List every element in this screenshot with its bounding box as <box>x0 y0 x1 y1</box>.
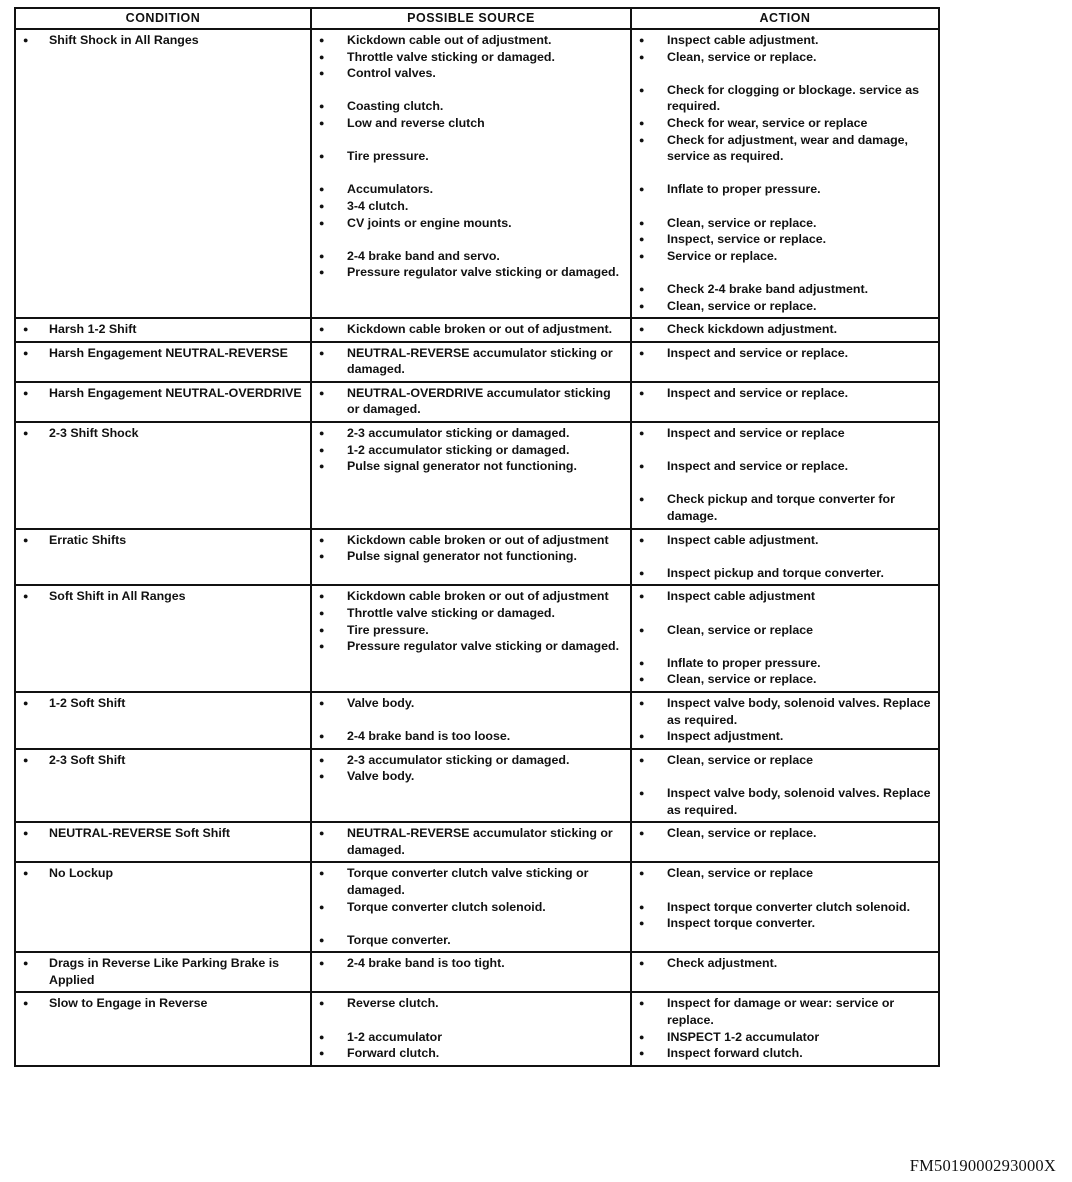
condition-cell <box>15 318 311 342</box>
action-cell-entry: ● INSPECT 1-2 accumulator <box>638 1029 932 1046</box>
header-row <box>15 8 939 29</box>
action-cell-entry: ● Inspect valve body, solenoid valves. Replace as required. <box>638 695 932 728</box>
possible-source-cell-entry: ● 3-4 clutch. <box>318 198 624 215</box>
condition-cell-entry: ● Shift Shock in All Ranges <box>22 32 304 49</box>
table-row <box>15 952 939 992</box>
action-cell-entry: ● Inflate to proper pressure. <box>638 181 932 198</box>
condition-cell-entry: ● Drags in Reverse Like Parking Brake is Applied <box>22 955 304 988</box>
action-cell-entry: ● Clean, service or replace. <box>638 49 932 66</box>
condition-cell-entry: ● Erratic Shifts <box>22 532 304 549</box>
condition-cell <box>15 422 311 529</box>
action-cell-entry: ● Clean, service or replace <box>638 622 932 639</box>
possible-source-cell <box>311 585 631 692</box>
action-cell-entry: ● Inspect and service or replace. <box>638 385 932 402</box>
condition-cell-entry: ● 2-3 Soft Shift <box>22 752 304 769</box>
condition-cell <box>15 992 311 1065</box>
action-cell-entry: ● Inspect cable adjustment. <box>638 532 932 549</box>
condition-cell-entry: ● Harsh Engagement NEUTRAL-REVERSE <box>22 345 304 362</box>
action-cell-entry: ● Inspect and service or replace <box>638 425 932 442</box>
action-cell <box>631 29 939 318</box>
action-cell <box>631 749 939 822</box>
action-cell-entry: ● Inspect valve body, solenoid valves. Replace as required. <box>638 785 932 818</box>
action-cell-entry: ● Clean, service or replace. <box>638 671 932 688</box>
action-cell <box>631 529 939 586</box>
action-cell-entry: ● Clean, service or replace <box>638 865 932 882</box>
action-cell-entry: ● Inspect cable adjustment <box>638 588 932 605</box>
possible-source-cell-entry: ● Torque converter clutch valve sticking or damaged. <box>318 865 624 898</box>
possible-source-cell <box>311 318 631 342</box>
possible-source-cell <box>311 29 631 318</box>
condition-cell-entry: ● Slow to Engage in Reverse <box>22 995 304 1012</box>
possible-source-cell-entry: ● Torque converter. <box>318 932 624 949</box>
possible-source-cell-entry: ● Pulse signal generator not functioning. <box>318 548 624 565</box>
possible-source-cell <box>311 529 631 586</box>
action-cell-entry: ● Inspect cable adjustment. <box>638 32 932 49</box>
possible-source-cell-entry: ● Valve body. <box>318 768 624 785</box>
possible-source-cell-entry: ● Throttle valve sticking or damaged. <box>318 49 624 66</box>
possible-source-cell <box>311 862 631 952</box>
action-cell-entry: ● Inspect and service or replace. <box>638 345 932 362</box>
possible-source-cell <box>311 822 631 862</box>
action-cell-entry: ● Check pickup and torque converter for damage. <box>638 491 932 524</box>
action-cell <box>631 342 939 382</box>
possible-source-cell-entry: ● Throttle valve sticking or damaged. <box>318 605 624 622</box>
possible-source-cell <box>311 692 631 749</box>
possible-source-cell-entry: ● NEUTRAL-REVERSE accumulator sticking or damaged. <box>318 345 624 378</box>
action-cell-entry: ● Clean, service or replace. <box>638 825 932 842</box>
table-row <box>15 992 939 1065</box>
table-row <box>15 529 939 586</box>
condition-cell <box>15 692 311 749</box>
header-condition: CONDITION <box>15 8 311 29</box>
condition-cell-entry: ● NEUTRAL-REVERSE Soft Shift <box>22 825 304 842</box>
condition-cell <box>15 29 311 318</box>
condition-cell-entry: ● 2-3 Shift Shock <box>22 425 304 442</box>
table-row <box>15 822 939 862</box>
action-cell-entry: ● Check kickdown adjustment. <box>638 321 932 338</box>
action-cell <box>631 952 939 992</box>
possible-source-cell-entry: ● Pressure regulator valve sticking or damaged. <box>318 264 624 281</box>
condition-cell <box>15 529 311 586</box>
possible-source-cell-entry: ● 2-4 brake band is too tight. <box>318 955 624 972</box>
possible-source-cell-entry: ● Kickdown cable broken or out of adjustment <box>318 532 624 549</box>
possible-source-cell-entry: ● Low and reverse clutch <box>318 115 624 132</box>
action-cell-entry: ● Service or replace. <box>638 248 932 265</box>
table-row <box>15 862 939 952</box>
action-cell-entry: ● Check 2-4 brake band adjustment. <box>638 281 932 298</box>
table-body <box>15 29 939 1066</box>
possible-source-cell-entry: ● NEUTRAL-REVERSE accumulator sticking or damaged. <box>318 825 624 858</box>
possible-source-cell-entry: ● 2-3 accumulator sticking or damaged. <box>318 425 624 442</box>
action-cell-entry: ● Inspect torque converter. <box>638 915 932 932</box>
figure-id: FM5019000293000X <box>909 1156 1056 1175</box>
possible-source-cell-entry: ● Pressure regulator valve sticking or damaged. <box>318 638 624 655</box>
possible-source-cell-entry: ● Kickdown cable broken or out of adjustment. <box>318 321 624 338</box>
action-cell <box>631 382 939 422</box>
condition-cell-entry: ● No Lockup <box>22 865 304 882</box>
action-cell-entry: ● Inspect and service or replace. <box>638 458 932 475</box>
possible-source-cell-entry: ● Valve body. <box>318 695 624 712</box>
troubleshooting-table <box>14 7 940 1067</box>
action-cell <box>631 692 939 749</box>
action-cell-entry: ● Check adjustment. <box>638 955 932 972</box>
table-row <box>15 749 939 822</box>
condition-cell <box>15 749 311 822</box>
condition-cell-entry: ● Harsh Engagement NEUTRAL-OVERDRIVE <box>22 385 304 402</box>
action-cell-entry: ● Check for wear, service or replace <box>638 115 932 132</box>
condition-cell <box>15 822 311 862</box>
action-cell-entry: ● Clean, service or replace. <box>638 298 932 315</box>
condition-cell-entry: ● Harsh 1-2 Shift <box>22 321 304 338</box>
possible-source-cell-entry: ● Tire pressure. <box>318 622 624 639</box>
possible-source-cell-entry: ● Forward clutch. <box>318 1045 624 1062</box>
condition-cell-entry: ● 1-2 Soft Shift <box>22 695 304 712</box>
condition-cell <box>15 952 311 992</box>
possible-source-cell-entry: ● 1-2 accumulator <box>318 1029 624 1046</box>
action-cell-entry: ● Inspect pickup and torque converter. <box>638 565 932 582</box>
table-row <box>15 585 939 692</box>
condition-cell <box>15 382 311 422</box>
action-cell <box>631 422 939 529</box>
possible-source-cell-entry: ● Tire pressure. <box>318 148 624 165</box>
possible-source-cell <box>311 992 631 1065</box>
possible-source-cell-entry: ● Kickdown cable broken or out of adjustment <box>318 588 624 605</box>
possible-source-cell-entry: ● NEUTRAL-OVERDRIVE accumulator sticking or damaged. <box>318 385 624 418</box>
possible-source-cell-entry: ● Torque converter clutch solenoid. <box>318 899 624 916</box>
action-cell <box>631 862 939 952</box>
possible-source-cell-entry: ● Accumulators. <box>318 181 624 198</box>
table-row <box>15 422 939 529</box>
table-row <box>15 318 939 342</box>
possible-source-cell <box>311 382 631 422</box>
action-cell-entry: ● Check for adjustment, wear and damage, service as required. <box>638 132 932 165</box>
table-row <box>15 382 939 422</box>
action-cell-entry: ● Check for clogging or blockage. service as required. <box>638 82 932 115</box>
action-cell-entry: ● Inspect for damage or wear: service or replace. <box>638 995 932 1028</box>
possible-source-cell-entry: ● 2-4 brake band and servo. <box>318 248 624 265</box>
action-cell-entry: ● Inspect adjustment. <box>638 728 932 745</box>
action-cell <box>631 992 939 1065</box>
action-cell-entry: ● Inspect forward clutch. <box>638 1045 932 1062</box>
table-row <box>15 692 939 749</box>
possible-source-cell-entry: ● Reverse clutch. <box>318 995 624 1012</box>
action-cell-entry: ● Inspect, service or replace. <box>638 231 932 248</box>
possible-source-cell <box>311 952 631 992</box>
action-cell <box>631 822 939 862</box>
possible-source-cell-entry: ● Control valves. <box>318 65 624 82</box>
action-cell-entry: ● Clean, service or replace. <box>638 215 932 232</box>
condition-cell-entry: ● Soft Shift in All Ranges <box>22 588 304 605</box>
possible-source-cell-entry: ● Coasting clutch. <box>318 98 624 115</box>
action-cell <box>631 318 939 342</box>
action-cell-entry: ● Inflate to proper pressure. <box>638 655 932 672</box>
condition-cell <box>15 585 311 692</box>
possible-source-cell <box>311 342 631 382</box>
possible-source-cell-entry: ● Kickdown cable out of adjustment. <box>318 32 624 49</box>
possible-source-cell-entry: ● CV joints or engine mounts. <box>318 215 624 232</box>
action-cell <box>631 585 939 692</box>
possible-source-cell-entry: ● 2-4 brake band is too loose. <box>318 728 624 745</box>
table-row <box>15 29 939 318</box>
possible-source-cell-entry: ● 1-2 accumulator sticking or damaged. <box>318 442 624 459</box>
action-cell-entry: ● Inspect torque converter clutch solenoid. <box>638 899 932 916</box>
condition-cell <box>15 342 311 382</box>
possible-source-cell <box>311 749 631 822</box>
possible-source-cell-entry: ● Pulse signal generator not functioning. <box>318 458 624 475</box>
header-action: ACTION <box>631 8 939 29</box>
possible-source-cell <box>311 422 631 529</box>
condition-cell <box>15 862 311 952</box>
possible-source-cell-entry: ● 2-3 accumulator sticking or damaged. <box>318 752 624 769</box>
table-row <box>15 342 939 382</box>
action-cell-entry: ● Clean, service or replace <box>638 752 932 769</box>
header-possible-source: POSSIBLE SOURCE <box>311 8 631 29</box>
